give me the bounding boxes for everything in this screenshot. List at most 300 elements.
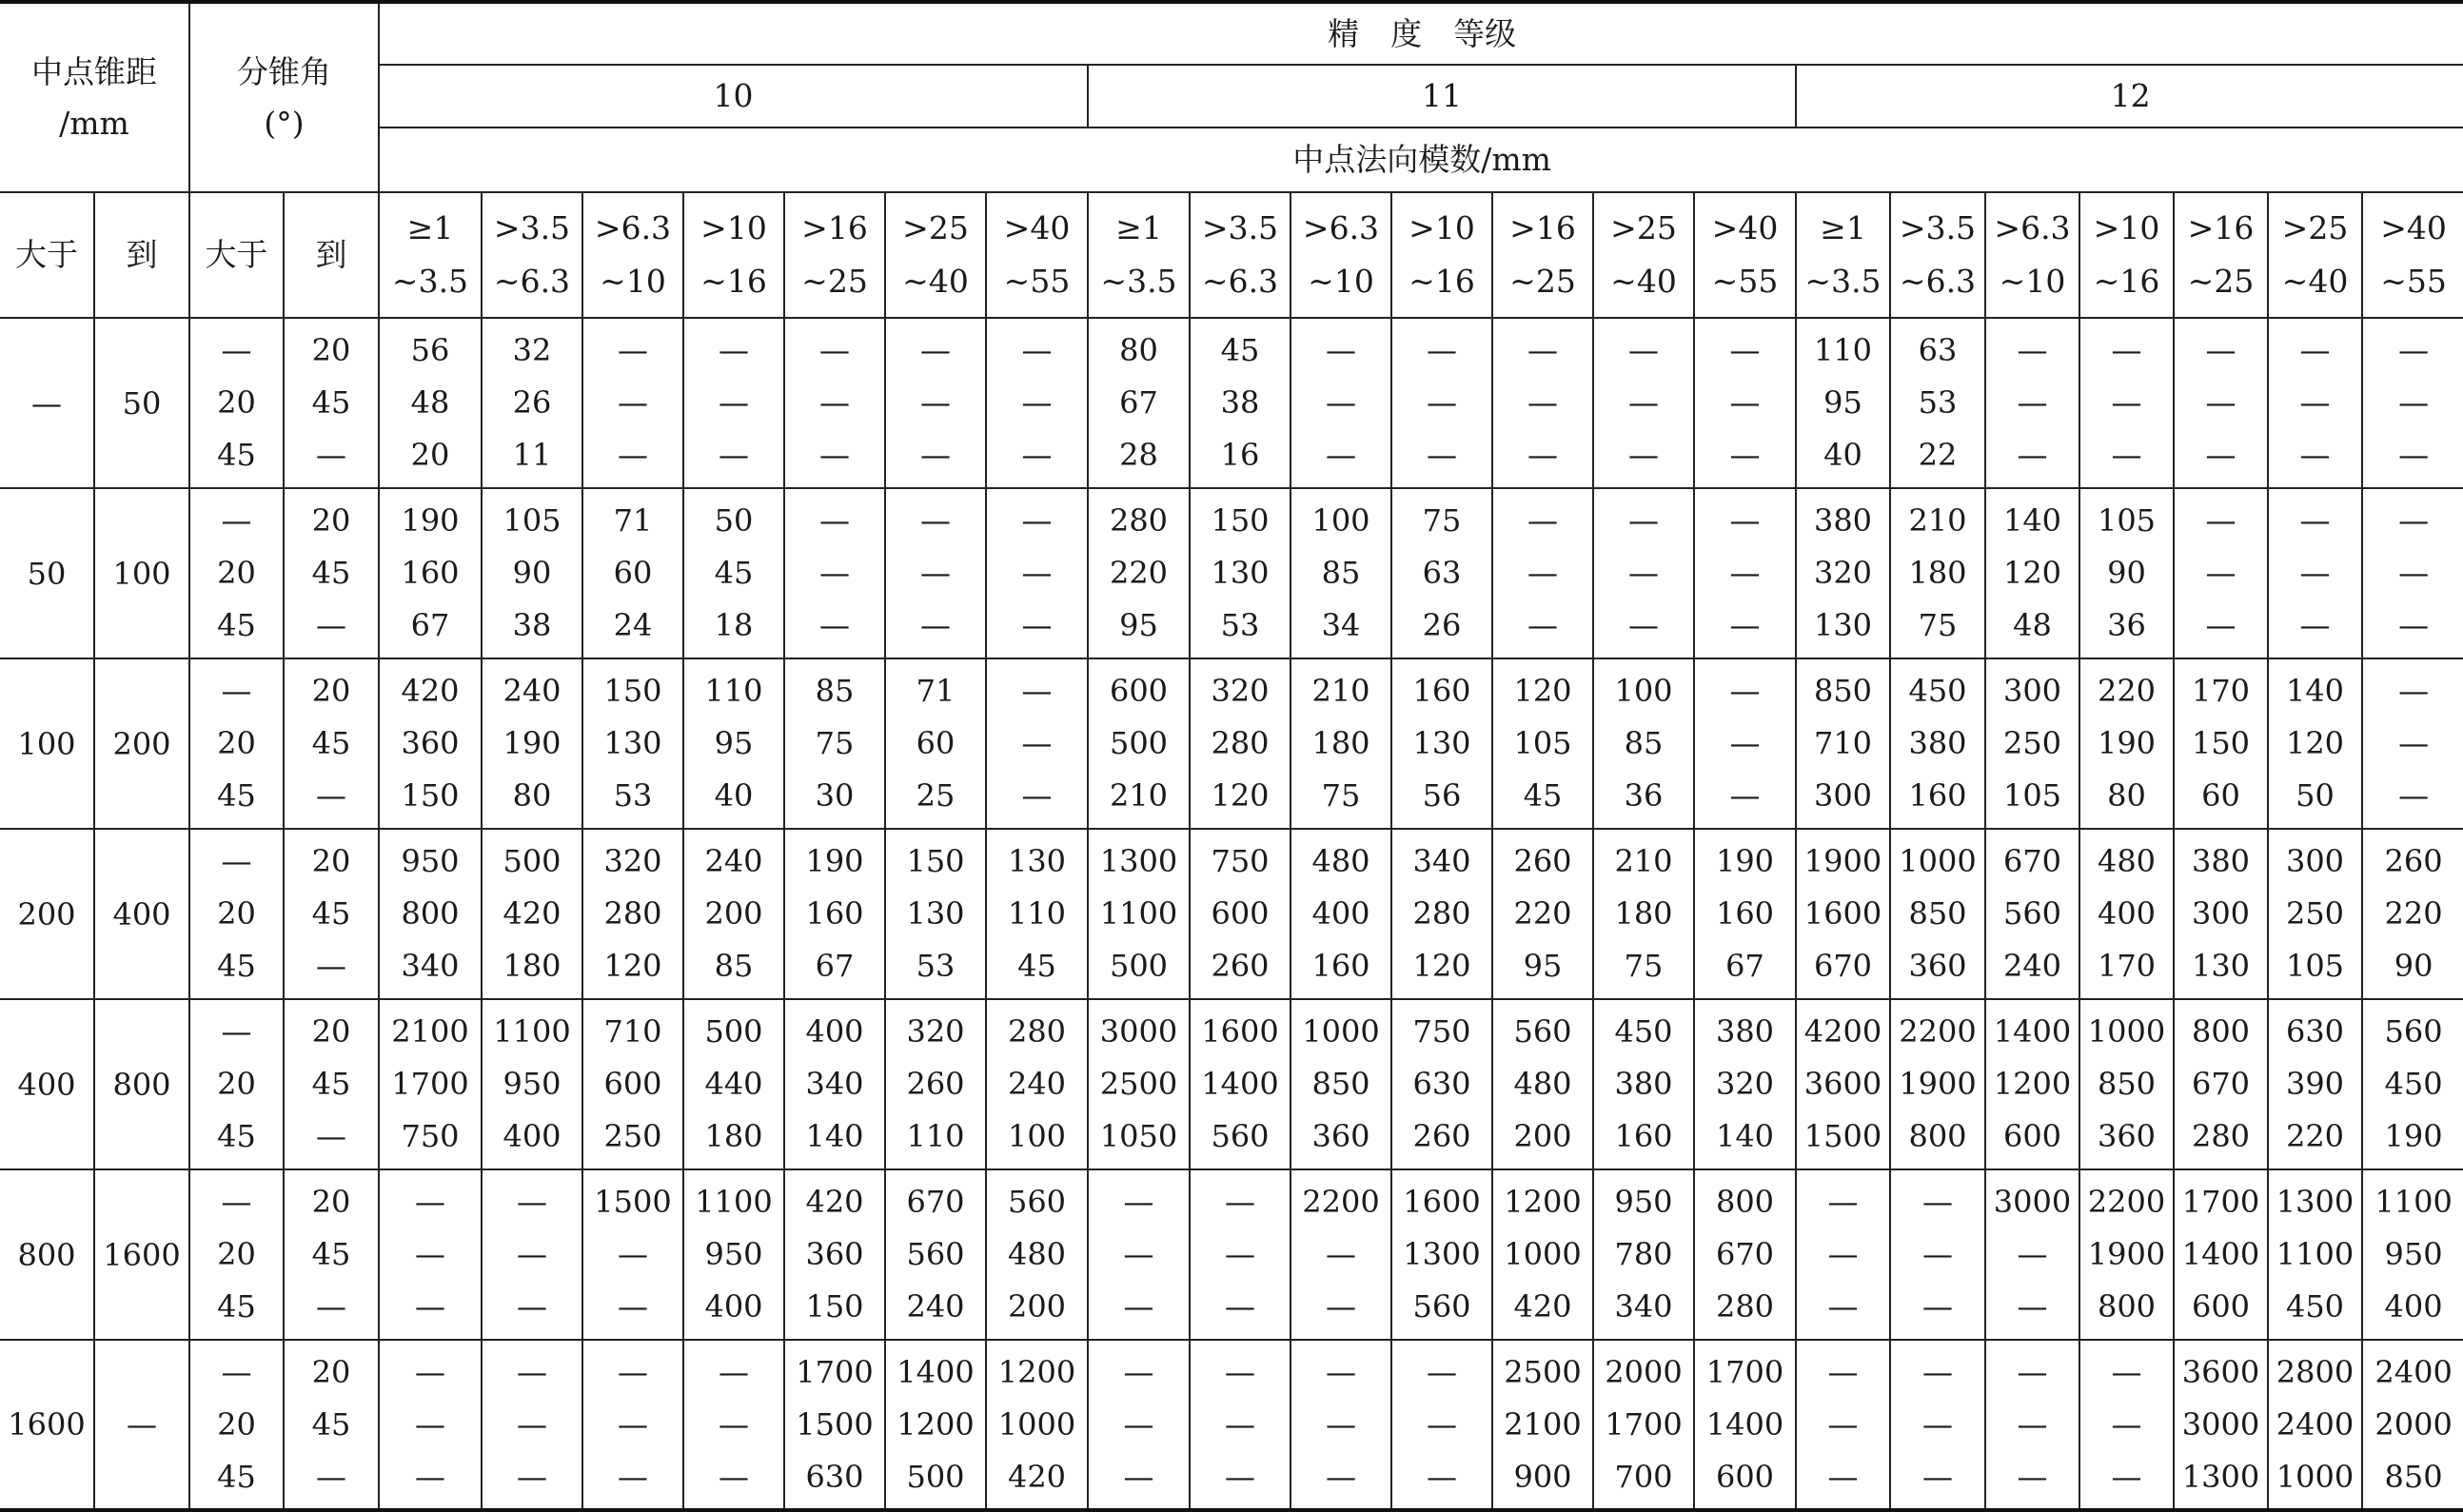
tolerance-value: 85 bbox=[815, 673, 855, 709]
tolerance-value: — bbox=[1225, 1288, 1255, 1325]
tolerance-value: 220 bbox=[1513, 895, 1572, 932]
tolerance-value: 1050 bbox=[1099, 1118, 1178, 1154]
tolerance-value: 150 bbox=[401, 777, 460, 814]
distance-to-header: 到 bbox=[94, 192, 189, 318]
value-cell bbox=[2268, 1169, 2362, 1340]
module-range-lower: >16 bbox=[1509, 209, 1576, 246]
tolerance-value: — bbox=[1922, 1236, 1953, 1272]
tolerance-value: 240 bbox=[1007, 1066, 1067, 1102]
value-cell bbox=[379, 1340, 482, 1510]
module-range-lower: >16 bbox=[801, 209, 868, 246]
tolerance-value: 36 bbox=[1624, 777, 1664, 814]
tolerance-value: 130 bbox=[1007, 843, 1067, 879]
value-cell bbox=[1985, 829, 2079, 999]
tolerance-value: — bbox=[819, 437, 850, 473]
value-cell bbox=[1796, 488, 1890, 658]
distance-to-cell: 800 bbox=[94, 999, 189, 1169]
tolerance-value: 75 bbox=[1321, 777, 1361, 814]
tolerance-value: — bbox=[920, 437, 951, 473]
tolerance-value: 670 bbox=[2191, 1066, 2251, 1102]
value-cell bbox=[1088, 658, 1190, 829]
tolerance-value: 670 bbox=[1813, 948, 1873, 984]
tolerance-value: 140 bbox=[1715, 1118, 1775, 1154]
module-range-header bbox=[379, 192, 482, 318]
value-cell bbox=[582, 1340, 683, 1510]
tolerance-value: 56 bbox=[1422, 777, 1462, 814]
tolerance-value: 1000 bbox=[997, 1405, 1076, 1443]
value-cell bbox=[885, 488, 986, 658]
tolerance-value: 630 bbox=[1412, 1066, 1471, 1102]
tolerance-value: 280 bbox=[1715, 1288, 1775, 1325]
tolerance-value: — bbox=[1729, 502, 1761, 539]
tolerance-value: — bbox=[517, 1288, 547, 1325]
tolerance-value: 380 bbox=[1813, 502, 1873, 539]
value-cell bbox=[2362, 488, 2463, 658]
tolerance-value: 1200 bbox=[997, 1353, 1076, 1390]
value-cell bbox=[1190, 658, 1291, 829]
tolerance-value: 24 bbox=[613, 607, 653, 643]
tolerance-value: 320 bbox=[603, 843, 662, 879]
module-range-upper: ~3.5 bbox=[1804, 263, 1882, 300]
tolerance-value: 105 bbox=[2097, 502, 2157, 539]
tolerance-value: — bbox=[415, 1405, 445, 1443]
module-range-upper: ~10 bbox=[1308, 263, 1374, 300]
tolerance-value: 3600 bbox=[1803, 1066, 1882, 1102]
angle-to-header: 到 bbox=[284, 192, 379, 318]
tolerance-value: — bbox=[1123, 1236, 1154, 1272]
module-range-header bbox=[2079, 192, 2174, 318]
module-range-upper: ~3.5 bbox=[391, 263, 469, 300]
tolerance-value: 300 bbox=[2191, 895, 2251, 932]
tolerance-value: 340 bbox=[1412, 843, 1471, 879]
tolerance-value: 140 bbox=[805, 1118, 864, 1154]
tolerance-value: — bbox=[618, 1353, 648, 1390]
angle-value: — bbox=[316, 777, 346, 814]
tolerance-value: 210 bbox=[1311, 673, 1370, 709]
value-cell bbox=[1291, 999, 1391, 1169]
tolerance-value: 250 bbox=[2285, 895, 2345, 932]
angle-value: 20 bbox=[311, 1353, 351, 1390]
tolerance-value: — bbox=[1021, 502, 1053, 539]
angle-value: 20 bbox=[311, 332, 351, 368]
tolerance-value: 95 bbox=[714, 725, 754, 761]
tolerance-value: — bbox=[1326, 1405, 1356, 1443]
tolerance-value: 1000 bbox=[1504, 1236, 1582, 1272]
angle-value: 45 bbox=[311, 1066, 351, 1102]
tolerance-value: 1900 bbox=[2087, 1236, 2166, 1272]
value-cell bbox=[1985, 1340, 2079, 1510]
tolerance-value: 120 bbox=[2285, 725, 2345, 761]
value-cell bbox=[2362, 999, 2463, 1169]
value-cell bbox=[1492, 999, 1593, 1169]
distance-to-cell: 100 bbox=[94, 488, 189, 658]
angle-to-cell bbox=[284, 488, 379, 658]
tolerance-value: 480 bbox=[2097, 843, 2157, 879]
module-range-header bbox=[1694, 192, 1796, 318]
value-cell bbox=[1796, 1340, 1890, 1510]
tolerance-value: 80 bbox=[1119, 332, 1158, 368]
tolerance-value: 100 bbox=[1007, 1118, 1067, 1154]
angle-value: — bbox=[316, 607, 346, 643]
angle-value: 45 bbox=[217, 1118, 256, 1154]
tolerance-value: 1500 bbox=[796, 1405, 874, 1443]
value-cell bbox=[885, 1169, 986, 1340]
tolerance-value: 800 bbox=[1715, 1184, 1775, 1220]
tolerance-value: 950 bbox=[502, 1066, 562, 1102]
tolerance-value: — bbox=[415, 1458, 445, 1495]
tolerance-value: 1300 bbox=[1099, 843, 1178, 879]
tolerance-value: 26 bbox=[1422, 607, 1462, 643]
precision-grade-header: 精 度 等级 bbox=[379, 2, 2463, 65]
tolerance-value: — bbox=[2017, 437, 2048, 473]
tolerance-value: 2200 bbox=[1302, 1184, 1380, 1220]
tolerance-value: 67 bbox=[1725, 948, 1764, 984]
tolerance-value: 420 bbox=[1007, 1458, 1067, 1495]
value-cell bbox=[2079, 488, 2174, 658]
value-cell bbox=[1492, 658, 1593, 829]
tolerance-value: — bbox=[1225, 1458, 1255, 1495]
cone-angle-label: 分锥角 bbox=[237, 52, 331, 90]
value-cell bbox=[683, 1169, 784, 1340]
value-cell bbox=[986, 999, 1088, 1169]
tolerance-value: 560 bbox=[1211, 1118, 1270, 1154]
tolerance-value: 950 bbox=[704, 1236, 763, 1272]
tolerance-value: 85 bbox=[1321, 555, 1361, 591]
tolerance-value: 500 bbox=[1109, 725, 1169, 761]
value-cell bbox=[986, 488, 1088, 658]
module-range-upper: ~40 bbox=[2281, 263, 2349, 300]
tolerance-value: — bbox=[2205, 437, 2236, 473]
tolerance-value: — bbox=[2205, 607, 2236, 643]
tolerance-value: 600 bbox=[603, 1066, 662, 1102]
value-cell bbox=[482, 999, 582, 1169]
angle-value: 20 bbox=[311, 1013, 351, 1050]
tolerance-value: — bbox=[517, 1236, 547, 1272]
tolerance-value: — bbox=[1427, 332, 1457, 368]
tolerance-value: 560 bbox=[1412, 1288, 1471, 1325]
value-cell bbox=[885, 999, 986, 1169]
tolerance-value: 110 bbox=[704, 673, 763, 709]
value-cell bbox=[482, 1340, 582, 1510]
module-range-upper: ~16 bbox=[2093, 263, 2160, 300]
tolerance-value: 560 bbox=[1007, 1184, 1067, 1220]
value-cell bbox=[582, 1169, 683, 1340]
angle-over-cell bbox=[189, 829, 284, 999]
tolerance-value: — bbox=[2398, 332, 2430, 368]
tolerance-value: 240 bbox=[502, 673, 562, 709]
tolerance-value: 1500 bbox=[1803, 1118, 1882, 1154]
value-cell bbox=[784, 318, 885, 488]
tolerance-value: 110 bbox=[906, 1118, 965, 1154]
tolerance-value: 140 bbox=[2002, 502, 2062, 539]
value-cell bbox=[1890, 488, 1985, 658]
tolerance-value: — bbox=[1021, 555, 1053, 591]
angle-value: 45 bbox=[217, 777, 256, 814]
module-range-header bbox=[1593, 192, 1694, 318]
module-range-lower: >40 bbox=[1711, 209, 1779, 246]
value-cell bbox=[482, 829, 582, 999]
tolerance-value: — bbox=[1922, 1405, 1953, 1443]
module-header: 中点法向模数/mm bbox=[379, 128, 2463, 192]
tolerance-value: 80 bbox=[512, 777, 552, 814]
tolerance-value: 200 bbox=[704, 895, 763, 932]
tolerance-value: 38 bbox=[1220, 384, 1260, 421]
tolerance-value: 110 bbox=[1813, 332, 1873, 368]
value-cell bbox=[2174, 1340, 2268, 1510]
tolerance-value: 380 bbox=[1614, 1066, 1673, 1102]
tolerance-value: 390 bbox=[2285, 1066, 2345, 1102]
angle-value: — bbox=[316, 1458, 346, 1495]
tolerance-value: 2100 bbox=[1504, 1405, 1582, 1443]
module-range-lower: >10 bbox=[1409, 209, 1475, 246]
tolerance-value: — bbox=[1729, 555, 1761, 591]
angle-value: — bbox=[316, 1288, 346, 1325]
tolerance-value: — bbox=[2017, 1458, 2048, 1495]
tolerance-value: 1100 bbox=[2374, 1184, 2453, 1220]
angle-value: 20 bbox=[217, 384, 256, 421]
tolerance-value: 130 bbox=[1813, 607, 1873, 643]
tolerance-value: 2000 bbox=[1605, 1353, 1683, 1390]
angle-over-cell bbox=[189, 488, 284, 658]
module-range-lower: >3.5 bbox=[1899, 209, 1977, 246]
tolerance-value: — bbox=[1021, 673, 1053, 709]
value-cell bbox=[2174, 1169, 2268, 1340]
tolerance-value: 220 bbox=[2097, 673, 2157, 709]
distance-to-cell: 50 bbox=[94, 318, 189, 488]
value-cell bbox=[1694, 488, 1796, 658]
angle-value: — bbox=[221, 332, 252, 368]
tolerance-value: 1700 bbox=[796, 1353, 874, 1390]
tolerance-value: — bbox=[2299, 332, 2331, 368]
tolerance-value: — bbox=[1326, 384, 1356, 421]
tolerance-value: 105 bbox=[1513, 725, 1572, 761]
value-cell bbox=[1593, 658, 1694, 829]
value-cell bbox=[1593, 1169, 1694, 1340]
tolerance-value: 630 bbox=[805, 1458, 864, 1495]
tolerance-value: — bbox=[1123, 1288, 1154, 1325]
tolerance-value: 67 bbox=[1119, 384, 1158, 421]
value-cell bbox=[2362, 829, 2463, 999]
tolerance-value: 130 bbox=[1211, 555, 1270, 591]
tolerance-value: 500 bbox=[906, 1458, 965, 1495]
module-range-upper: ~10 bbox=[1999, 263, 2066, 300]
module-range-header bbox=[784, 192, 885, 318]
value-cell bbox=[784, 1169, 885, 1340]
tolerance-value: 950 bbox=[2384, 1236, 2443, 1272]
tolerance-value: 2200 bbox=[1899, 1013, 1977, 1050]
tolerance-value: 190 bbox=[1715, 843, 1775, 879]
tolerance-value: 75 bbox=[1918, 607, 1958, 643]
value-cell bbox=[885, 318, 986, 488]
tolerance-value: 170 bbox=[2097, 948, 2157, 984]
value-cell bbox=[1391, 658, 1492, 829]
tolerance-value: — bbox=[618, 1236, 648, 1272]
tolerance-value: — bbox=[1527, 555, 1558, 591]
tolerance-value: 1000 bbox=[1899, 843, 1977, 879]
tolerance-value: 1000 bbox=[2276, 1458, 2355, 1495]
tolerance-value: — bbox=[719, 1405, 749, 1443]
grade-10-header: 10 bbox=[379, 65, 1088, 128]
distance-over-cell: 200 bbox=[0, 829, 94, 999]
tolerance-value: 90 bbox=[2107, 555, 2146, 591]
tolerance-value: 180 bbox=[502, 948, 562, 984]
module-range-upper: ~3.5 bbox=[1100, 263, 1177, 300]
tolerance-value: — bbox=[618, 1405, 648, 1443]
tolerance-value: 1100 bbox=[695, 1184, 773, 1220]
value-cell bbox=[482, 318, 582, 488]
value-cell bbox=[582, 999, 683, 1169]
tolerance-value: 190 bbox=[401, 502, 460, 539]
tolerance-value: — bbox=[1326, 332, 1356, 368]
tolerance-value: 340 bbox=[805, 1066, 864, 1102]
tolerance-value: 560 bbox=[2384, 1013, 2443, 1050]
tolerance-value: 105 bbox=[502, 502, 562, 539]
tolerance-value: — bbox=[2299, 437, 2331, 473]
value-cell bbox=[986, 318, 1088, 488]
tolerance-value: — bbox=[1729, 673, 1761, 709]
tolerance-value: — bbox=[1527, 607, 1558, 643]
tolerance-value: 800 bbox=[1908, 1118, 1967, 1154]
distance-over-cell: 50 bbox=[0, 488, 94, 658]
value-cell bbox=[379, 999, 482, 1169]
tolerance-value: 34 bbox=[1321, 607, 1361, 643]
value-cell bbox=[2079, 1169, 2174, 1340]
tolerance-value: 1600 bbox=[1201, 1013, 1279, 1050]
value-cell bbox=[1391, 999, 1492, 1169]
tolerance-value: 3600 bbox=[2181, 1353, 2260, 1390]
module-range-upper: ~40 bbox=[902, 263, 969, 300]
tolerance-value: — bbox=[2017, 332, 2048, 368]
value-cell bbox=[1593, 829, 1694, 999]
tolerance-value: 1100 bbox=[1099, 895, 1178, 932]
value-cell bbox=[482, 658, 582, 829]
tolerance-value: 190 bbox=[2097, 725, 2157, 761]
value-cell bbox=[379, 318, 482, 488]
angle-to-cell bbox=[284, 1169, 379, 1340]
tolerance-value: — bbox=[2111, 384, 2142, 421]
tolerance-value: 105 bbox=[2002, 777, 2062, 814]
table-row bbox=[0, 829, 2463, 999]
tolerance-value: — bbox=[618, 384, 648, 421]
cone-angle-unit: (°) bbox=[264, 104, 305, 142]
tolerance-value: 180 bbox=[1908, 555, 1967, 591]
tolerance-value: 850 bbox=[1908, 895, 1967, 932]
tolerance-value: — bbox=[1527, 332, 1558, 368]
tolerance-value: 300 bbox=[1813, 777, 1873, 814]
value-cell bbox=[1088, 318, 1190, 488]
angle-value: 45 bbox=[311, 725, 351, 761]
tolerance-value: 950 bbox=[401, 843, 460, 879]
tolerance-value: 240 bbox=[906, 1288, 965, 1325]
tolerance-value: 53 bbox=[1220, 607, 1260, 643]
module-range-upper: ~6.3 bbox=[1899, 263, 1977, 300]
tolerance-value: — bbox=[2017, 1236, 2048, 1272]
tolerance-value: — bbox=[819, 332, 850, 368]
tolerance-value: 2200 bbox=[2087, 1184, 2166, 1220]
tolerance-value: 11 bbox=[512, 437, 552, 473]
tolerance-value: 67 bbox=[815, 948, 855, 984]
tolerance-value: — bbox=[1827, 1288, 1859, 1325]
value-cell bbox=[2174, 318, 2268, 488]
module-range-lower: >10 bbox=[700, 209, 767, 246]
value-cell bbox=[379, 829, 482, 999]
value-cell bbox=[1694, 1340, 1796, 1510]
value-cell bbox=[1985, 999, 2079, 1169]
value-cell bbox=[1492, 488, 1593, 658]
value-cell bbox=[582, 658, 683, 829]
value-cell bbox=[1694, 999, 1796, 1169]
module-range-lower: >10 bbox=[2093, 209, 2160, 246]
value-cell bbox=[1391, 1340, 1492, 1510]
value-cell bbox=[1291, 318, 1391, 488]
cone-angle-header bbox=[189, 2, 379, 192]
tolerance-value: — bbox=[1922, 1184, 1953, 1220]
tolerance-value: — bbox=[1021, 725, 1053, 761]
tolerance-value: 1600 bbox=[1403, 1184, 1481, 1220]
value-cell bbox=[1890, 658, 1985, 829]
angle-value: 20 bbox=[217, 1066, 256, 1102]
tolerance-value: 160 bbox=[805, 895, 864, 932]
value-cell bbox=[1088, 488, 1190, 658]
tolerance-value: 1400 bbox=[1201, 1066, 1279, 1102]
tolerance-value: — bbox=[1427, 1353, 1457, 1390]
angle-value: 45 bbox=[311, 1236, 351, 1272]
value-cell bbox=[1391, 488, 1492, 658]
value-cell bbox=[2362, 658, 2463, 829]
value-cell bbox=[885, 1340, 986, 1510]
module-range-upper: ~6.3 bbox=[493, 263, 571, 300]
cone-distance-unit: /mm bbox=[59, 104, 129, 142]
tolerance-value: — bbox=[2299, 384, 2331, 421]
angle-value: — bbox=[316, 1118, 346, 1154]
tolerance-value: 260 bbox=[1211, 948, 1270, 984]
tolerance-value: — bbox=[2398, 607, 2430, 643]
tolerance-value: 850 bbox=[2097, 1066, 2157, 1102]
module-range-lower: ≥1 bbox=[406, 209, 454, 246]
tolerance-value: — bbox=[1123, 1184, 1154, 1220]
module-range-header bbox=[1088, 192, 1190, 318]
tolerance-value: 60 bbox=[2201, 777, 2240, 814]
tolerance-value: 280 bbox=[2191, 1118, 2251, 1154]
angle-over-cell bbox=[189, 318, 284, 488]
module-range-upper: ~16 bbox=[1409, 263, 1475, 300]
tolerance-value: 130 bbox=[2191, 948, 2251, 984]
angle-value: 20 bbox=[217, 1405, 256, 1443]
tolerance-value: — bbox=[2398, 502, 2430, 539]
tolerance-value: 130 bbox=[603, 725, 662, 761]
tolerance-value: — bbox=[2017, 1288, 2048, 1325]
tolerance-value: — bbox=[1827, 1184, 1859, 1220]
tolerance-value: — bbox=[517, 1458, 547, 1495]
value-cell bbox=[1291, 1169, 1391, 1340]
tolerance-value: 420 bbox=[401, 673, 460, 709]
tolerance-value: 600 bbox=[1109, 673, 1169, 709]
tolerance-value: 45 bbox=[1220, 332, 1260, 368]
tolerance-value: — bbox=[618, 437, 648, 473]
value-cell bbox=[2362, 318, 2463, 488]
tolerance-value: — bbox=[2111, 1458, 2142, 1495]
tolerance-value: 1400 bbox=[1993, 1013, 2072, 1050]
tolerance-value: — bbox=[920, 502, 951, 539]
tolerance-value: 240 bbox=[704, 843, 763, 879]
tolerance-value: 2400 bbox=[2374, 1353, 2453, 1390]
tolerance-value: 500 bbox=[1109, 948, 1169, 984]
tolerance-value: 710 bbox=[1813, 725, 1873, 761]
module-range-header bbox=[1391, 192, 1492, 318]
tolerance-value: 25 bbox=[916, 777, 956, 814]
tolerance-value: 800 bbox=[401, 895, 460, 932]
table-row bbox=[0, 658, 2463, 829]
